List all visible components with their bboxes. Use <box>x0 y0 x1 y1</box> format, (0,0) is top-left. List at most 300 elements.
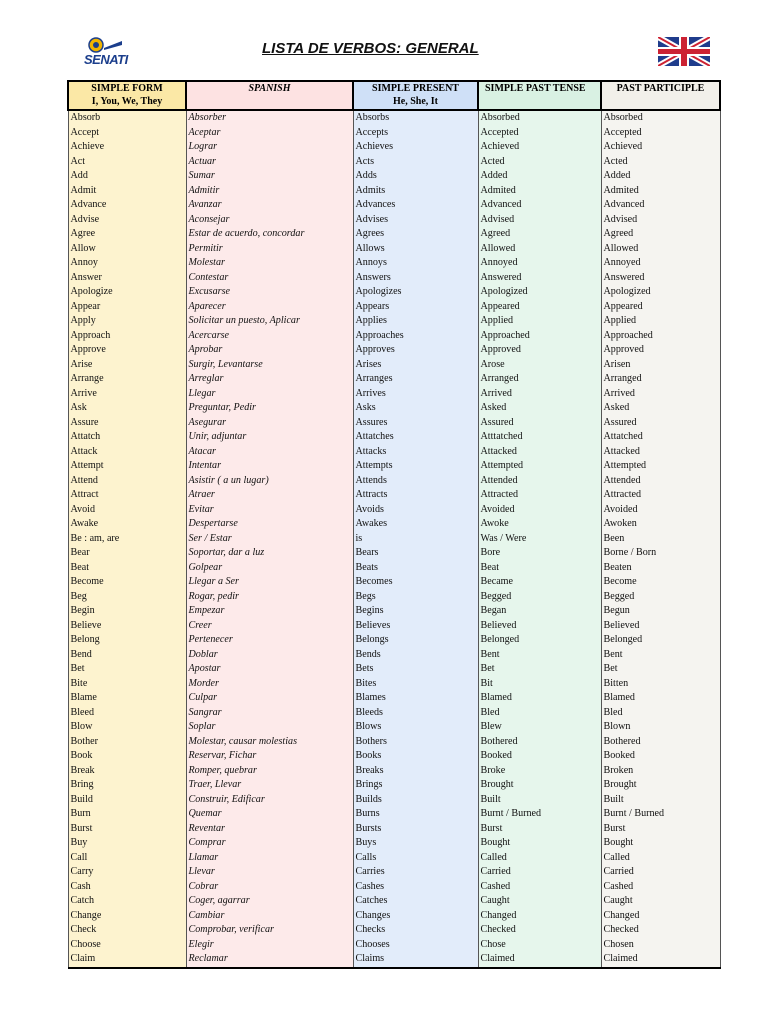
simple-past-cell: Became <box>478 575 601 590</box>
table-header-row <box>68 81 720 110</box>
spanish-cell: Atraer <box>186 488 353 503</box>
past-participle-cell: Attended <box>601 474 720 489</box>
simple-form-cell: Begin <box>68 604 186 619</box>
spanish-cell: Sangrar <box>186 706 353 721</box>
spanish-cell: Llamar <box>186 851 353 866</box>
simple-past-cell: Assured <box>478 416 601 431</box>
simple-present-cell: Brings <box>353 778 478 793</box>
spanish-cell: Contestar <box>186 271 353 286</box>
simple-present-cell: Accepts <box>353 126 478 141</box>
simple-form-cell: Carry <box>68 865 186 880</box>
simple-present-cell: Calls <box>353 851 478 866</box>
table-row <box>68 285 720 300</box>
uk-flag-icon <box>658 37 710 66</box>
past-participle-cell: Carried <box>601 865 720 880</box>
table-row <box>68 590 720 605</box>
simple-past-cell: Annoyed <box>478 256 601 271</box>
past-participle-cell: Brought <box>601 778 720 793</box>
spanish-cell: Aconsejar <box>186 213 353 228</box>
simple-present-cell: Attracts <box>353 488 478 503</box>
past-participle-cell: Attatched <box>601 430 720 445</box>
spanish-cell: Molestar, causar molestias <box>186 735 353 750</box>
simple-past-cell: Acted <box>478 155 601 170</box>
table-row <box>68 242 720 257</box>
past-participle-cell: Chosen <box>601 938 720 953</box>
simple-present-cell: Bets <box>353 662 478 677</box>
simple-present-cell: Annoys <box>353 256 478 271</box>
table-row <box>68 532 720 547</box>
past-participle-cell: Arisen <box>601 358 720 373</box>
simple-form-cell: Beat <box>68 561 186 576</box>
spanish-cell: Soportar, dar a luz <box>186 546 353 561</box>
simple-present-cell: Changes <box>353 909 478 924</box>
table-row <box>68 822 720 837</box>
spanish-cell: Pertenecer <box>186 633 353 648</box>
senati-logo: SENATI <box>80 36 144 68</box>
past-participle-cell: Beaten <box>601 561 720 576</box>
simple-present-cell: Attatches <box>353 430 478 445</box>
simple-present-cell: Attempts <box>353 459 478 474</box>
simple-present-cell: Advises <box>353 213 478 228</box>
table-row <box>68 648 720 663</box>
past-participle-cell: Called <box>601 851 720 866</box>
spanish-cell: Cobrar <box>186 880 353 895</box>
simple-present-cell: Assures <box>353 416 478 431</box>
spanish-cell: Comprar <box>186 836 353 851</box>
table-row <box>68 227 720 242</box>
simple-past-cell: Claimed <box>478 952 601 968</box>
past-participle-cell: Attacked <box>601 445 720 460</box>
col-header-simple-present: SIMPLE PRESENT He, She, It <box>353 81 478 110</box>
simple-past-cell: Absorbed <box>478 110 601 126</box>
simple-past-cell: Was / Were <box>478 532 601 547</box>
past-participle-cell: Bothered <box>601 735 720 750</box>
simple-past-cell: Changed <box>478 909 601 924</box>
simple-past-cell: Burst <box>478 822 601 837</box>
simple-form-cell: Approach <box>68 329 186 344</box>
col-header-spanish: SPANISH <box>186 81 353 110</box>
simple-form-cell: Burst <box>68 822 186 837</box>
table-row <box>68 474 720 489</box>
simple-present-cell: Carries <box>353 865 478 880</box>
simple-present-cell: Allows <box>353 242 478 257</box>
simple-form-cell: Apply <box>68 314 186 329</box>
simple-present-cell: Cashes <box>353 880 478 895</box>
spanish-cell: Acercarse <box>186 329 353 344</box>
past-participle-cell: Annoyed <box>601 256 720 271</box>
simple-form-cell: Attack <box>68 445 186 460</box>
spanish-cell: Admitir <box>186 184 353 199</box>
simple-past-cell: Avoided <box>478 503 601 518</box>
simple-present-cell: Bears <box>353 546 478 561</box>
spanish-cell: Permitir <box>186 242 353 257</box>
simple-form-cell: Choose <box>68 938 186 953</box>
table-row <box>68 619 720 634</box>
table-row <box>68 793 720 808</box>
table-row <box>68 865 720 880</box>
simple-form-cell: Attract <box>68 488 186 503</box>
simple-form-cell: Bear <box>68 546 186 561</box>
simple-past-cell: Chose <box>478 938 601 953</box>
simple-past-cell: Arranged <box>478 372 601 387</box>
simple-form-cell: Arrange <box>68 372 186 387</box>
simple-present-cell: Arranges <box>353 372 478 387</box>
spanish-cell: Molestar <box>186 256 353 271</box>
past-participle-cell: Burst <box>601 822 720 837</box>
simple-present-cell: Answers <box>353 271 478 286</box>
simple-past-cell: Approved <box>478 343 601 358</box>
simple-form-cell: Catch <box>68 894 186 909</box>
simple-present-cell: Advances <box>353 198 478 213</box>
simple-past-cell: Begged <box>478 590 601 605</box>
simple-form-cell: Believe <box>68 619 186 634</box>
past-participle-cell: Claimed <box>601 952 720 968</box>
simple-form-cell: Assure <box>68 416 186 431</box>
table-row <box>68 358 720 373</box>
table-row <box>68 720 720 735</box>
past-participle-cell: Burnt / Burned <box>601 807 720 822</box>
spanish-cell: Apostar <box>186 662 353 677</box>
col-header-past-participle: PAST PARTICIPLE <box>601 81 720 110</box>
simple-form-cell: Blow <box>68 720 186 735</box>
spanish-cell: Llevar <box>186 865 353 880</box>
simple-present-cell: Achieves <box>353 140 478 155</box>
simple-present-cell: Burns <box>353 807 478 822</box>
table-row <box>68 546 720 561</box>
past-participle-cell: Apologized <box>601 285 720 300</box>
simple-past-cell: Believed <box>478 619 601 634</box>
spanish-cell: Lograr <box>186 140 353 155</box>
table-row <box>68 169 720 184</box>
simple-present-cell: Bursts <box>353 822 478 837</box>
past-participle-cell: Bitten <box>601 677 720 692</box>
table-row <box>68 256 720 271</box>
spanish-cell: Reclamar <box>186 952 353 968</box>
spanish-cell: Aceptar <box>186 126 353 141</box>
table-row <box>68 140 720 155</box>
spanish-cell: Asistir ( a un lugar) <box>186 474 353 489</box>
simple-form-cell: Awake <box>68 517 186 532</box>
table-row <box>68 401 720 416</box>
past-participle-cell: Bled <box>601 706 720 721</box>
table-row <box>68 807 720 822</box>
past-participle-cell: Borne / Born <box>601 546 720 561</box>
past-participle-cell: Broken <box>601 764 720 779</box>
table-row <box>68 329 720 344</box>
simple-present-cell: Breaks <box>353 764 478 779</box>
spanish-cell: Quemar <box>186 807 353 822</box>
spanish-cell: Rogar, pedir <box>186 590 353 605</box>
simple-present-cell: Bends <box>353 648 478 663</box>
simple-form-cell: Call <box>68 851 186 866</box>
table-row <box>68 430 720 445</box>
table-row <box>68 706 720 721</box>
simple-past-cell: Advised <box>478 213 601 228</box>
simple-past-cell: Atttatched <box>478 430 601 445</box>
spanish-cell: Creer <box>186 619 353 634</box>
simple-past-cell: Bet <box>478 662 601 677</box>
spanish-cell: Solicitar un puesto, Aplicar <box>186 314 353 329</box>
simple-past-cell: Built <box>478 793 601 808</box>
simple-present-cell: Begins <box>353 604 478 619</box>
simple-present-cell: Applies <box>353 314 478 329</box>
past-participle-cell: Begged <box>601 590 720 605</box>
simple-form-cell: Bet <box>68 662 186 677</box>
past-participle-cell: Bought <box>601 836 720 851</box>
simple-past-cell: Awoke <box>478 517 601 532</box>
spanish-cell: Absorber <box>186 110 353 126</box>
spanish-cell: Sumar <box>186 169 353 184</box>
simple-present-cell: Bothers <box>353 735 478 750</box>
spanish-cell: Cambiar <box>186 909 353 924</box>
simple-past-cell: Bought <box>478 836 601 851</box>
table-row <box>68 459 720 474</box>
spanish-cell: Llegar a Ser <box>186 575 353 590</box>
simple-form-cell: Avoid <box>68 503 186 518</box>
simple-form-cell: Answer <box>68 271 186 286</box>
table-row <box>68 938 720 953</box>
table-row <box>68 517 720 532</box>
spanish-cell: Reservar, Fichar <box>186 749 353 764</box>
spanish-cell: Coger, agarrar <box>186 894 353 909</box>
past-participle-cell: Advanced <box>601 198 720 213</box>
simple-present-cell: Belongs <box>353 633 478 648</box>
simple-form-cell: Act <box>68 155 186 170</box>
simple-past-cell: Bent <box>478 648 601 663</box>
simple-present-cell: Asks <box>353 401 478 416</box>
table-row <box>68 314 720 329</box>
past-participle-cell: Booked <box>601 749 720 764</box>
past-participle-cell: Bent <box>601 648 720 663</box>
past-participle-cell: Allowed <box>601 242 720 257</box>
past-participle-cell: Built <box>601 793 720 808</box>
simple-form-cell: Check <box>68 923 186 938</box>
simple-past-cell: Caught <box>478 894 601 909</box>
past-participle-cell: Blamed <box>601 691 720 706</box>
page-header <box>0 0 768 80</box>
spanish-cell: Atacar <box>186 445 353 460</box>
table-row <box>68 749 720 764</box>
past-participle-cell: Avoided <box>601 503 720 518</box>
simple-present-cell: Bleeds <box>353 706 478 721</box>
simple-past-cell: Attended <box>478 474 601 489</box>
spanish-cell: Estar de acuerdo, concordar <box>186 227 353 242</box>
table-row <box>68 488 720 503</box>
table-row <box>68 677 720 692</box>
simple-past-cell: Booked <box>478 749 601 764</box>
simple-past-cell: Appeared <box>478 300 601 315</box>
simple-present-cell: Approaches <box>353 329 478 344</box>
table-row <box>68 662 720 677</box>
simple-present-cell: Blows <box>353 720 478 735</box>
simple-present-cell: Blames <box>353 691 478 706</box>
past-participle-cell: Approached <box>601 329 720 344</box>
past-participle-cell: Arrived <box>601 387 720 402</box>
simple-form-cell: Attend <box>68 474 186 489</box>
simple-form-cell: Change <box>68 909 186 924</box>
simple-present-cell: Buys <box>353 836 478 851</box>
past-participle-cell: Assured <box>601 416 720 431</box>
simple-form-cell: Bring <box>68 778 186 793</box>
table-row <box>68 503 720 518</box>
simple-form-cell: Attempt <box>68 459 186 474</box>
table-row <box>68 300 720 315</box>
simple-past-cell: Apologized <box>478 285 601 300</box>
table-row <box>68 213 720 228</box>
past-participle-cell: Bet <box>601 662 720 677</box>
table-row <box>68 387 720 402</box>
simple-form-cell: Become <box>68 575 186 590</box>
past-participle-cell: Checked <box>601 923 720 938</box>
table-row <box>68 691 720 706</box>
simple-past-cell: Bothered <box>478 735 601 750</box>
simple-present-cell: Awakes <box>353 517 478 532</box>
table-row <box>68 184 720 199</box>
simple-past-cell: Allowed <box>478 242 601 257</box>
simple-form-cell: Bite <box>68 677 186 692</box>
simple-past-cell: Brought <box>478 778 601 793</box>
spanish-cell: Comprobar, verificar <box>186 923 353 938</box>
simple-present-cell: Builds <box>353 793 478 808</box>
spanish-cell: Romper, quebrar <box>186 764 353 779</box>
past-participle-cell: Begun <box>601 604 720 619</box>
simple-form-cell: Arrive <box>68 387 186 402</box>
simple-past-cell: Attempted <box>478 459 601 474</box>
verbs-table <box>67 80 721 969</box>
past-participle-cell: Cashed <box>601 880 720 895</box>
past-participle-cell: Arranged <box>601 372 720 387</box>
past-participle-cell: Attempted <box>601 459 720 474</box>
spanish-cell: Elegir <box>186 938 353 953</box>
simple-past-cell: Called <box>478 851 601 866</box>
spanish-cell: Evitar <box>186 503 353 518</box>
simple-present-cell: Attacks <box>353 445 478 460</box>
simple-past-cell: Attracted <box>478 488 601 503</box>
table-row <box>68 575 720 590</box>
simple-present-cell: Admits <box>353 184 478 199</box>
table-row <box>68 416 720 431</box>
simple-form-cell: Build <box>68 793 186 808</box>
simple-present-cell: Acts <box>353 155 478 170</box>
spanish-cell: Doblar <box>186 648 353 663</box>
simple-past-cell: Admited <box>478 184 601 199</box>
simple-present-cell: is <box>353 532 478 547</box>
simple-form-cell: Bend <box>68 648 186 663</box>
simple-form-cell: Book <box>68 749 186 764</box>
past-participle-cell: Awoken <box>601 517 720 532</box>
spanish-cell: Empezar <box>186 604 353 619</box>
past-participle-cell: Agreed <box>601 227 720 242</box>
past-participle-cell: Absorbed <box>601 110 720 126</box>
simple-past-cell: Arose <box>478 358 601 373</box>
simple-past-cell: Asked <box>478 401 601 416</box>
simple-past-cell: Beat <box>478 561 601 576</box>
past-participle-cell: Belonged <box>601 633 720 648</box>
table-row <box>68 126 720 141</box>
simple-past-cell: Attacked <box>478 445 601 460</box>
past-participle-cell: Applied <box>601 314 720 329</box>
simple-form-cell: Burn <box>68 807 186 822</box>
simple-present-cell: Approves <box>353 343 478 358</box>
simple-form-cell: Annoy <box>68 256 186 271</box>
simple-present-cell: Arises <box>353 358 478 373</box>
table-row <box>68 198 720 213</box>
simple-past-cell: Belonged <box>478 633 601 648</box>
simple-present-cell: Claims <box>353 952 478 968</box>
spanish-cell: Morder <box>186 677 353 692</box>
simple-form-cell: Accept <box>68 126 186 141</box>
spanish-cell: Soplar <box>186 720 353 735</box>
past-participle-cell: Approved <box>601 343 720 358</box>
simple-present-cell: Absorbs <box>353 110 478 126</box>
simple-past-cell: Applied <box>478 314 601 329</box>
table-row <box>68 445 720 460</box>
simple-form-cell: Blame <box>68 691 186 706</box>
spanish-cell: Aprobar <box>186 343 353 358</box>
simple-past-cell: Cashed <box>478 880 601 895</box>
simple-form-cell: Bleed <box>68 706 186 721</box>
simple-form-cell: Allow <box>68 242 186 257</box>
simple-form-cell: Beg <box>68 590 186 605</box>
simple-present-cell: Apologizes <box>353 285 478 300</box>
spanish-cell: Preguntar, Pedir <box>186 401 353 416</box>
table-row <box>68 110 720 126</box>
table-row <box>68 561 720 576</box>
spanish-cell: Traer, Llevar <box>186 778 353 793</box>
simple-past-cell: Approached <box>478 329 601 344</box>
spanish-cell: Reventar <box>186 822 353 837</box>
spanish-cell: Intentar <box>186 459 353 474</box>
simple-past-cell: Bit <box>478 677 601 692</box>
table-row <box>68 633 720 648</box>
spanish-cell: Excusarse <box>186 285 353 300</box>
simple-past-cell: Began <box>478 604 601 619</box>
past-participle-cell: Admited <box>601 184 720 199</box>
table-row <box>68 836 720 851</box>
simple-present-cell: Agrees <box>353 227 478 242</box>
simple-form-cell: Absorb <box>68 110 186 126</box>
simple-form-cell: Agree <box>68 227 186 242</box>
table-row <box>68 778 720 793</box>
simple-past-cell: Carried <box>478 865 601 880</box>
past-participle-cell: Acted <box>601 155 720 170</box>
simple-past-cell: Achieved <box>478 140 601 155</box>
simple-form-cell: Admit <box>68 184 186 199</box>
simple-present-cell: Appears <box>353 300 478 315</box>
simple-past-cell: Broke <box>478 764 601 779</box>
simple-past-cell: Added <box>478 169 601 184</box>
spanish-cell: Golpear <box>186 561 353 576</box>
table-row <box>68 372 720 387</box>
simple-form-cell: Be : am, are <box>68 532 186 547</box>
past-participle-cell: Appeared <box>601 300 720 315</box>
simple-present-cell: Catches <box>353 894 478 909</box>
simple-form-cell: Apologize <box>68 285 186 300</box>
past-participle-cell: Changed <box>601 909 720 924</box>
spanish-cell: Surgir, Levantarse <box>186 358 353 373</box>
simple-present-cell: Believes <box>353 619 478 634</box>
spanish-cell: Ser / Estar <box>186 532 353 547</box>
simple-past-cell: Arrived <box>478 387 601 402</box>
simple-form-cell: Attatch <box>68 430 186 445</box>
simple-form-cell: Advise <box>68 213 186 228</box>
table-row <box>68 851 720 866</box>
simple-present-cell: Bites <box>353 677 478 692</box>
spanish-cell: Culpar <box>186 691 353 706</box>
spanish-cell: Despertarse <box>186 517 353 532</box>
past-participle-cell: Accepted <box>601 126 720 141</box>
spanish-cell: Avanzar <box>186 198 353 213</box>
